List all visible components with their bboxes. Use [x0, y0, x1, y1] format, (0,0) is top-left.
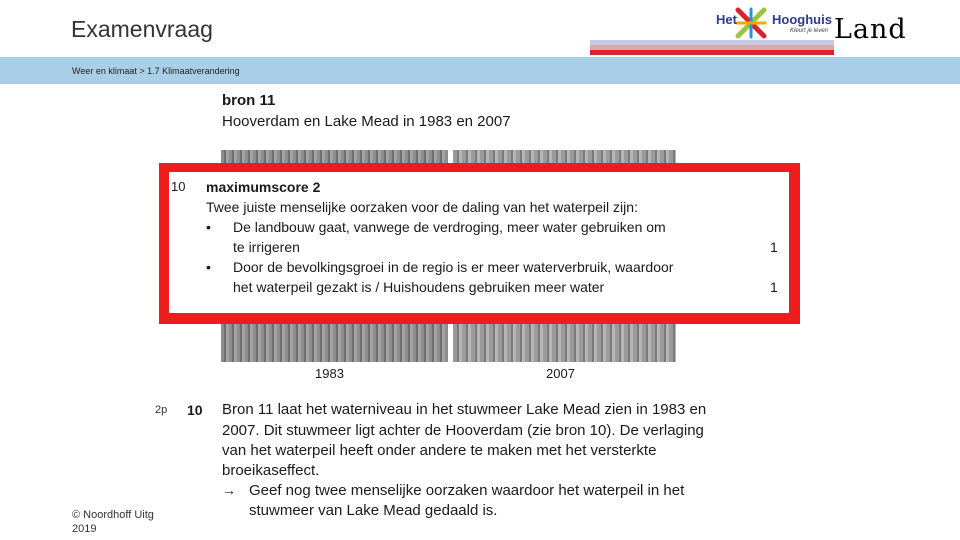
question-line-2: 2007. Dit stuwmeer ligt achter de Hooverdam (zie bron 10). De verlaging [222, 422, 704, 439]
answer-heading: maximumscore 2 [206, 179, 321, 195]
question-line-4: broeikaseffect. [222, 462, 320, 479]
question-line-6: stuwmeer van Lake Mead gedaald is. [249, 502, 498, 519]
answer-item-2-score: 1 [770, 279, 778, 295]
answer-bullet-1: • [206, 219, 211, 235]
copyright-line-1: © Noordhoff Uitg [72, 509, 154, 521]
logo-tagline: Kleurt je leven [790, 28, 829, 34]
photo-caption-1983: 1983 [315, 366, 344, 381]
question-line-3: van het waterpeil heeft onder andere te maken met het versterkte [222, 442, 657, 459]
logo-hooghuis-text: Hooghuis [772, 12, 832, 27]
answer-bullet-2: • [206, 259, 211, 275]
breadcrumb: Weer en klimaat > 1.7 Klimaatverandering [72, 66, 240, 76]
photo-caption-2007: 2007 [546, 366, 575, 381]
source-title: bron 11 [222, 92, 276, 109]
question-number: 10 [187, 402, 203, 418]
answer-item-2-line-1: Door de bevolkingsgroei in de regio is er meer waterverbruik, waardoor [233, 259, 674, 275]
answer-item-1-line-1: De landbouw gaat, vanwege de verdroging, meer water gebruiken om [233, 219, 666, 235]
land-logo: Land [834, 14, 907, 45]
answer-question-number: 10 [171, 179, 186, 194]
question-line-1: Bron 11 laat het waterniveau in het stuwmeer Lake Mead zien in 1983 en [222, 401, 707, 418]
copyright-footer [72, 508, 170, 536]
answer-item-1-score: 1 [770, 239, 778, 255]
logo-stripes [590, 40, 834, 56]
slide-title: Examenvraag [71, 16, 213, 42]
answer-intro: Twee juiste menselijke oorzaken voor de daling van het waterpeil zijn: [206, 199, 638, 215]
answer-panel [169, 172, 789, 313]
arrow-icon: → [222, 482, 236, 498]
answer-item-2-line-2: het waterpeil gezakt is / Huishoudens gebruiken meer water [233, 279, 605, 295]
copyright-line-2: 2019 [72, 523, 97, 535]
answer-item-1-line-2: te irrigeren [233, 239, 300, 255]
logo-het-text: Het [716, 12, 737, 27]
question-points: 2p [155, 404, 168, 416]
hooghuis-cross-icon [734, 6, 768, 40]
source-subtitle: Hooverdam en Lake Mead in 1983 en 2007 [222, 113, 511, 130]
question-line-5: Geef nog twee menselijke oorzaken waardoor het waterpeil in het [249, 482, 685, 499]
